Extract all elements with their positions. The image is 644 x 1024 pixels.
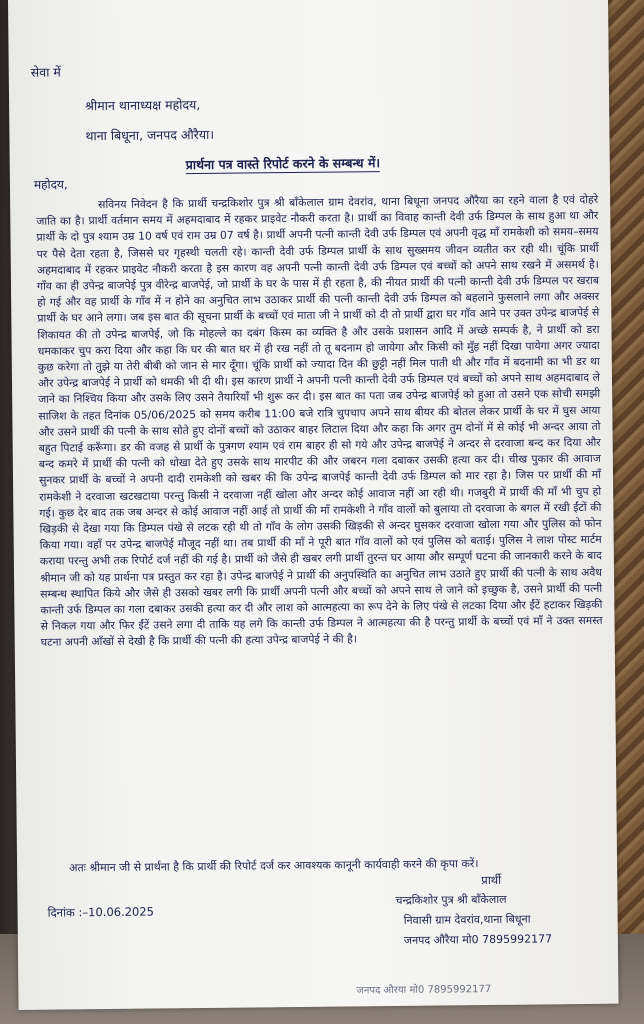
letter-date: दिनांक :–10.06.2025 xyxy=(47,904,155,920)
letter-page xyxy=(8,0,619,1010)
recipient-title: श्रीमान थानाध्यक्ष महोदय, xyxy=(85,96,201,114)
signature-name: चन्द्रकिशोर पुत्र श्री बाँकेलाल xyxy=(395,892,507,907)
salutation: महोदय, xyxy=(33,177,68,192)
applicant-label: प्रार्थी xyxy=(481,872,502,888)
body-paragraph: सविनय निवेदन है कि प्रार्थी चन्द्रकिशोर पुत्र श्री बाँकेलाल ग्राम देवरांव, थाना बिधूना जनपद औरैया का रहने वाला है एवं दोहरे जाति का है। प्रार्थी वर्तमान समय में अहमदाबाद में रहकर प्राइवेट नौकरी करता है। प्रार्थी का विवाह कान्ती देवी उर्फ डिम्पल के साथ हुआ था और प्रार्थी के दो पुत्र श्याम उम्र 10 वर्ष एवं राम उम्र 07 वर्ष है। प्रार्थी अपनी पत्नी कान्ती देवी उर्फ डिम्पल एवं अपनी वृद्ध माँ रामकेशी को समय–समय पर पैसे देता रहता है, जिससे घर गृहस्थी चलती रहे। कान्ती देवी उर्फ डिम्पल प्रार्थी के साथ सुख्समय जीवन व्यतीत कर रही थी। चूंकि प्रार्थी अहमदाबाद में रहकर प्राइवेट नौकरी करता है इस कारण वह अपनी पत्नी कान्ती देवी उर्फ डिम्पल एवं बच्चों को अपने साथ रखने में असमर्थ है। गाँव का ही उपेन्द्र बाजपेई पुत्र वीरेन्द्र बाजपेई, जो प्रार्थी के घर के पास में ही रहता है, की नीयत प्रार्थी की पत्नी कान्ती देवी उर्फ डिम्पल पर खराब हो गई और वह प्रार्थी के गाँव में न होने का अनुचित लाभ उठाकर प्रार्थी की पत्नी कान्ती देवी उर्फ डिम्पल को बहलाने फुसलाने लगा और अक्सर प्रार्थी के घर आने लगा। जब इस बात की सूचना प्रार्थी के बच्चों एवं माता जी ने प्रार्थी को दी तो प्रार्थी द्वारा घर गाँव आने पर उक्त उपेन्द्र बाजपेई से शिकायत की तो उपेन्द्र बाजपेई, जो कि मोहल्ले का दबंग किस्म का व्यक्ति है और उसके प्रशासन आदि में अच्छे सम्पर्क है, ने प्रार्थी को डरा धमकाकर चुप करा दिया और कहा कि घर की बात घर में ही रख नहीं तो तू बदनाम हो जायेगा और किसी को मुँह नहीं दिखा पायेगा अगर ज्यादा कुछ करेगा तो तुझे या तेरी बीबी को जान से मार दूँगा। चूंकि प्रार्थी को ज्यादा दिन की छुट्टी नहीं मिल पाती थी और गाँव में बदनामी का भी डर था और उपेन्द्र बाजपेई ने प्रार्थी को धमकी भी दी थी। इस कारण प्रार्थी ने अपनी पत्नी कान्ती देवी उर्फ डिम्पल एवं बच्चों को अपने साथ अहमदाबाद ले जाने का निश्चिय किया और उसके लिए उसने तैयारियाँ भी शुरू कर दी। इस बात का पता जब उपेन्द्र बाजपेई को हुआ तो उसने एक सोची समझी साजिश के तहत दिनांक 05/06/2025 को समय करीब 11:00 बजे रात्रि चुपचाप अपने साथ बीयर की बोतल लेकर प्रार्थी के घर में घुस आया और उसने प्रार्थी की पत्नी के साथ सोते हुए दोनों बच्चों को उठाकर बाहर लिटाल दिया और कहा कि अगर तुम दोनों में से कोई भी अन्दर आया तो बहुत पिटाई करूँगा। डर की वजह से प्रार्थी के पुत्रगण श्याम एवं राम बाहर ही सो गये और उपेन्द्र बाजपेई ने अन्दर से दरवाजा बन्द कर दिया और बन्द कमरे में प्रार्थी की पत्नी को धोखा देते हुए उसके साथ मारपीट की और जबरन गला दबाकर उसकी हत्या कर दी। चीख पुकार की आवाज सुनकर प्रार्थी के बच्चों ने अपनी दादी रामकेशी को खबर की कि उपेन्द्र बाजपेई कान्ती देवी उर्फ डिम्पल को मार रहा है। जिस पर प्रार्थी की माँ रामकेशी ने दरवाजा खटखटाया परन्तु किसी ने दरवाजा नहीं खोला और अन्दर कोई आवाज नहीं आ रही थी। गजबुरी में प्रार्थी की माँ भी चुप हो गई। कुछ देर बाद तक जब अन्दर से कोई आवाज नहीं आई तो प्रार्थी की माँ रामकेशी ने गाँव वालों को बुलाया तो दरवाजा के बगल में रखी ईंटों की खिड़की से देखा गया कि डिम्पल पंखे से लटक रही थी तो गाँव के लोग उसकी खिड़की से अन्दर घुसकर दरवाजा खोला गया और पुलिस को फोन किया गया। वहाँ पर उपेन्द्र बाजपेई मौजूद नहीं था। तब प्रार्थी की माँ ने पूरी बात गाँव वालों को एवं पुलिस को बताई। पुलिस ने लाश पोस्ट मार्टम कराया परन्तु अभी तक रिपोर्ट दर्ज नहीं की गई है। प्रार्थी को जैसे ही खबर लगी प्रार्थी तुरन्त घर आया और सम्पूर्ण घटना की जानकारी करने के बाद श्रीमान जी को यह प्रार्थना पत्र प्रस्तुत कर रहा है। उपेन्द्र बाजपेई ने प्रार्थी की अनुपस्थिति का अनुचित लाभ उठाते हुए प्रार्थी की पत्नी के साथ अवैध सम्बन्ध स्थापित किये और जैसे ही उसको खबर लगी कि प्रार्थी अपनी पत्नी और बच्चों को अपने साथ ले जाने को इच्छुक है, उसने प्रार्थी की पत्नी कान्ती उर्फ डिम्पल का गला दबाकर उसकी हत्या कर दी और लाश को आत्महत्या का रूप देने के लिए पंखे से लटका दिया और ईंटें हटाकर खिड़की से निकल गया और फिर ईंटें उसने लगा दी ताकि यह लगे कि कान्ती उर्फ डिम्पल ने आत्महत्या की है परन्तु प्रार्थी के बच्चों एवं माँ ने उक्त समस्त घटना अपनी आँखों से देखी है कि प्रार्थी की पत्नी की हत्या उपेन्द्र बाजपेई ने की है। xyxy=(36,192,603,650)
recipient-station: थाना बिधूना, जनपद औरैया। xyxy=(85,126,215,144)
bleed-through-text: जनपद औरया मो0 7895992177 xyxy=(356,983,492,997)
letter-body xyxy=(36,192,603,652)
signature-address: निवासी ग्राम देवरांव,थाना बिधूना xyxy=(403,912,531,927)
request-paragraph: अतः श्रीमान जी से प्रार्थना है कि प्रार्थी की रिपोर्ट दर्ज कर आवश्यक कानूनी कार्यवाही करने की कृपा करें। xyxy=(69,857,479,875)
address-label: सेवा में xyxy=(30,64,61,80)
signature-district-mobile: जनपद औरैया मो0 7895992177 xyxy=(403,932,553,947)
letter-subject: प्रार्थना पत्र वास्ते रिपोर्ट करने के सम्बन्ध में। xyxy=(185,155,381,173)
